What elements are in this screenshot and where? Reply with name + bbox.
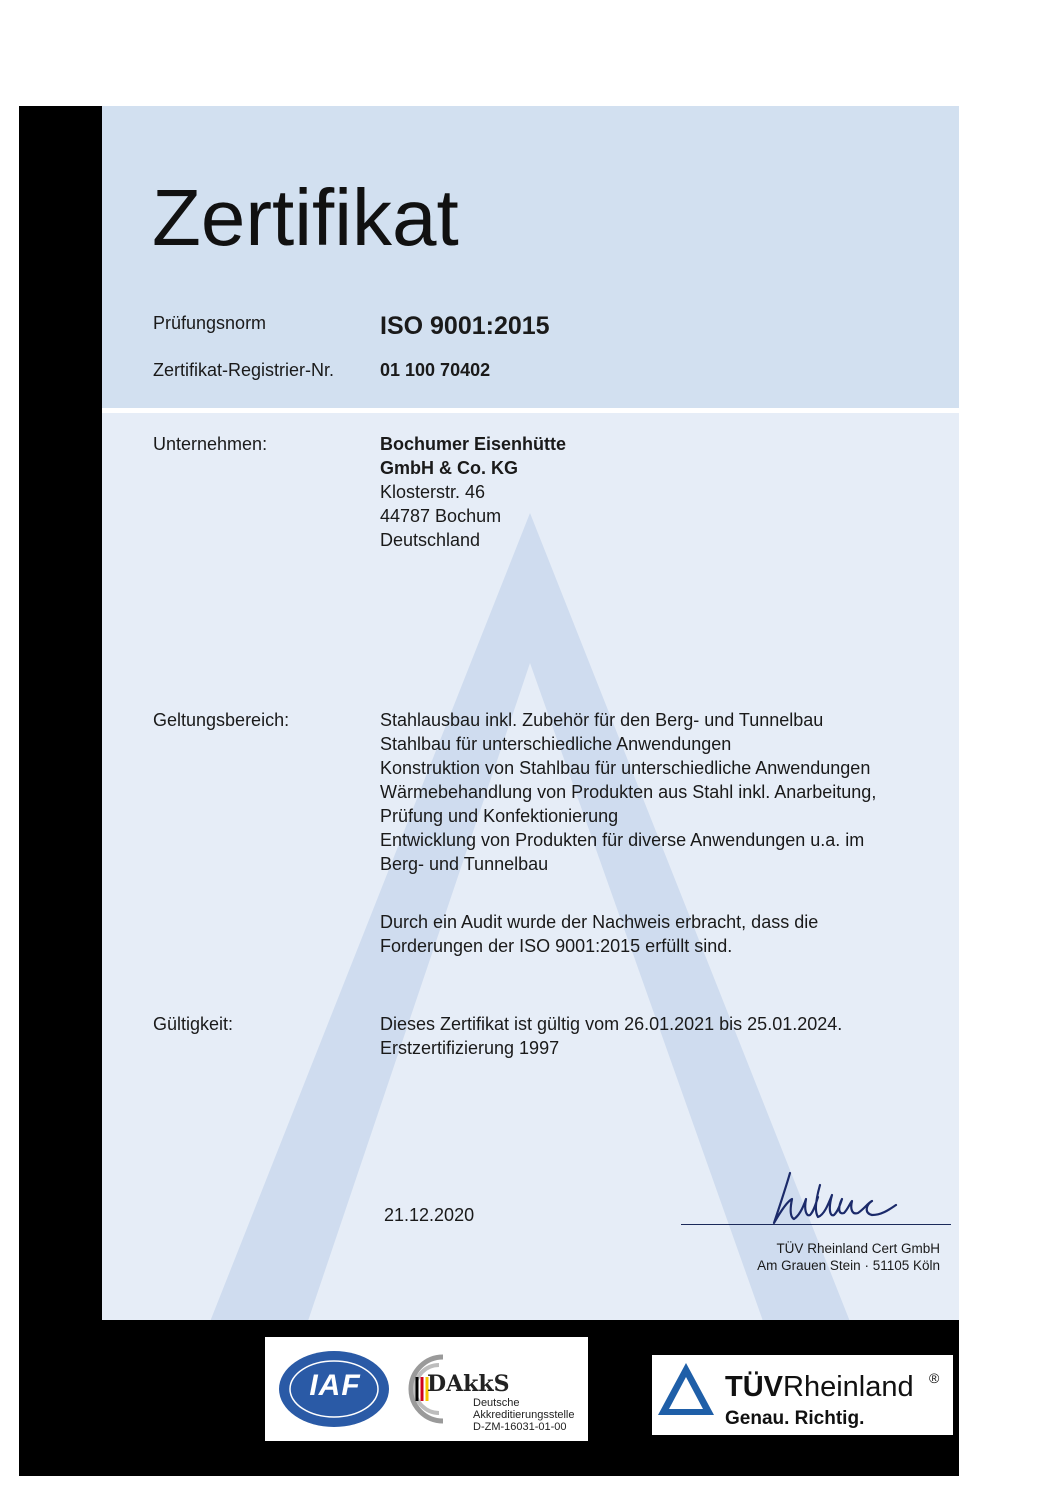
norm-label: Prüfungsnorm <box>153 313 267 333</box>
scope-line: Wärmebehandlung von Produkten aus Stahl inkl. Anarbeitung, <box>380 782 877 802</box>
scope-line: Stahlausbau inkl. Zubehör für den Berg- und Tunnelbau <box>380 710 824 730</box>
tuv-wordmark <box>725 1371 914 1403</box>
validity-line: Erstzertifizierung 1997 <box>380 1038 560 1058</box>
issue-date: 21.12.2020 <box>384 1205 475 1225</box>
tuv-slogan: Genau. Richtig. <box>725 1408 865 1429</box>
issuer-block <box>700 1240 940 1274</box>
tuv-wordmark-regular: Rheinland <box>783 1371 914 1403</box>
dakks-sub-line: Akkreditierungsstelle <box>473 1409 575 1421</box>
signature-image <box>768 1165 903 1230</box>
company-name-line: GmbH & Co. KG <box>380 458 518 478</box>
dakks-sub-line: Deutsche <box>473 1397 520 1409</box>
company-address-line: 44787 Bochum <box>380 506 502 526</box>
issuer-name: TÜV Rheinland Cert GmbH <box>776 1241 940 1256</box>
company-block <box>380 432 566 552</box>
audit-statement <box>380 910 818 958</box>
accreditation-logos <box>265 1337 588 1441</box>
scope-line: Konstruktion von Stahlbau für unterschiedliche Anwendungen <box>380 758 871 778</box>
tuv-triangle-icon <box>656 1361 716 1417</box>
dakks-name: DAkkS <box>427 1371 510 1397</box>
page-title: Zertifikat <box>152 173 459 262</box>
dakks-sub-line: D-ZM-16031-01-00 <box>473 1421 567 1433</box>
audit-line: Durch ein Audit wurde der Nachweis erbracht, dass die <box>380 912 819 932</box>
validity-label: Gültigkeit: <box>153 1014 234 1034</box>
audit-line: Forderungen der ISO 9001:2015 erfüllt sind. <box>380 936 733 956</box>
company-address-line: Klosterstr. 46 <box>380 482 486 502</box>
company-name-line: Bochumer Eisenhütte <box>380 434 567 454</box>
scope-label: Geltungsbereich: <box>153 710 290 730</box>
scope-block <box>380 708 876 876</box>
company-label: Unternehmen: <box>153 434 268 454</box>
validity-block <box>380 1012 842 1060</box>
registered-mark: ® <box>929 1370 940 1386</box>
scope-line: Entwicklung von Produkten für diverse Anwendungen u.a. im <box>380 830 865 850</box>
tuv-wordmark-bold: TÜV <box>725 1371 783 1403</box>
validity-line: Dieses Zertifikat ist gültig vom 26.01.2021 bis 25.01.2024. <box>380 1014 843 1034</box>
dakks-subtitle <box>473 1397 575 1433</box>
tuv-logo <box>652 1355 953 1435</box>
registration-value: 01 100 70402 <box>380 360 491 380</box>
signature-line <box>681 1224 951 1225</box>
scope-line: Stahlbau für unterschiedliche Anwendungen <box>380 734 732 754</box>
iaf-logo-text: IAF <box>309 1369 361 1402</box>
scope-line: Prüfung und Konfektionierung <box>380 806 619 826</box>
issuer-address: Am Grauen Stein · 51105 Köln <box>757 1258 940 1273</box>
company-address-line: Deutschland <box>380 530 481 550</box>
norm-value: ISO 9001:2015 <box>380 312 550 340</box>
scope-line: Berg- und Tunnelbau <box>380 854 549 874</box>
registration-label: Zertifikat-Registrier-Nr. <box>153 360 335 380</box>
